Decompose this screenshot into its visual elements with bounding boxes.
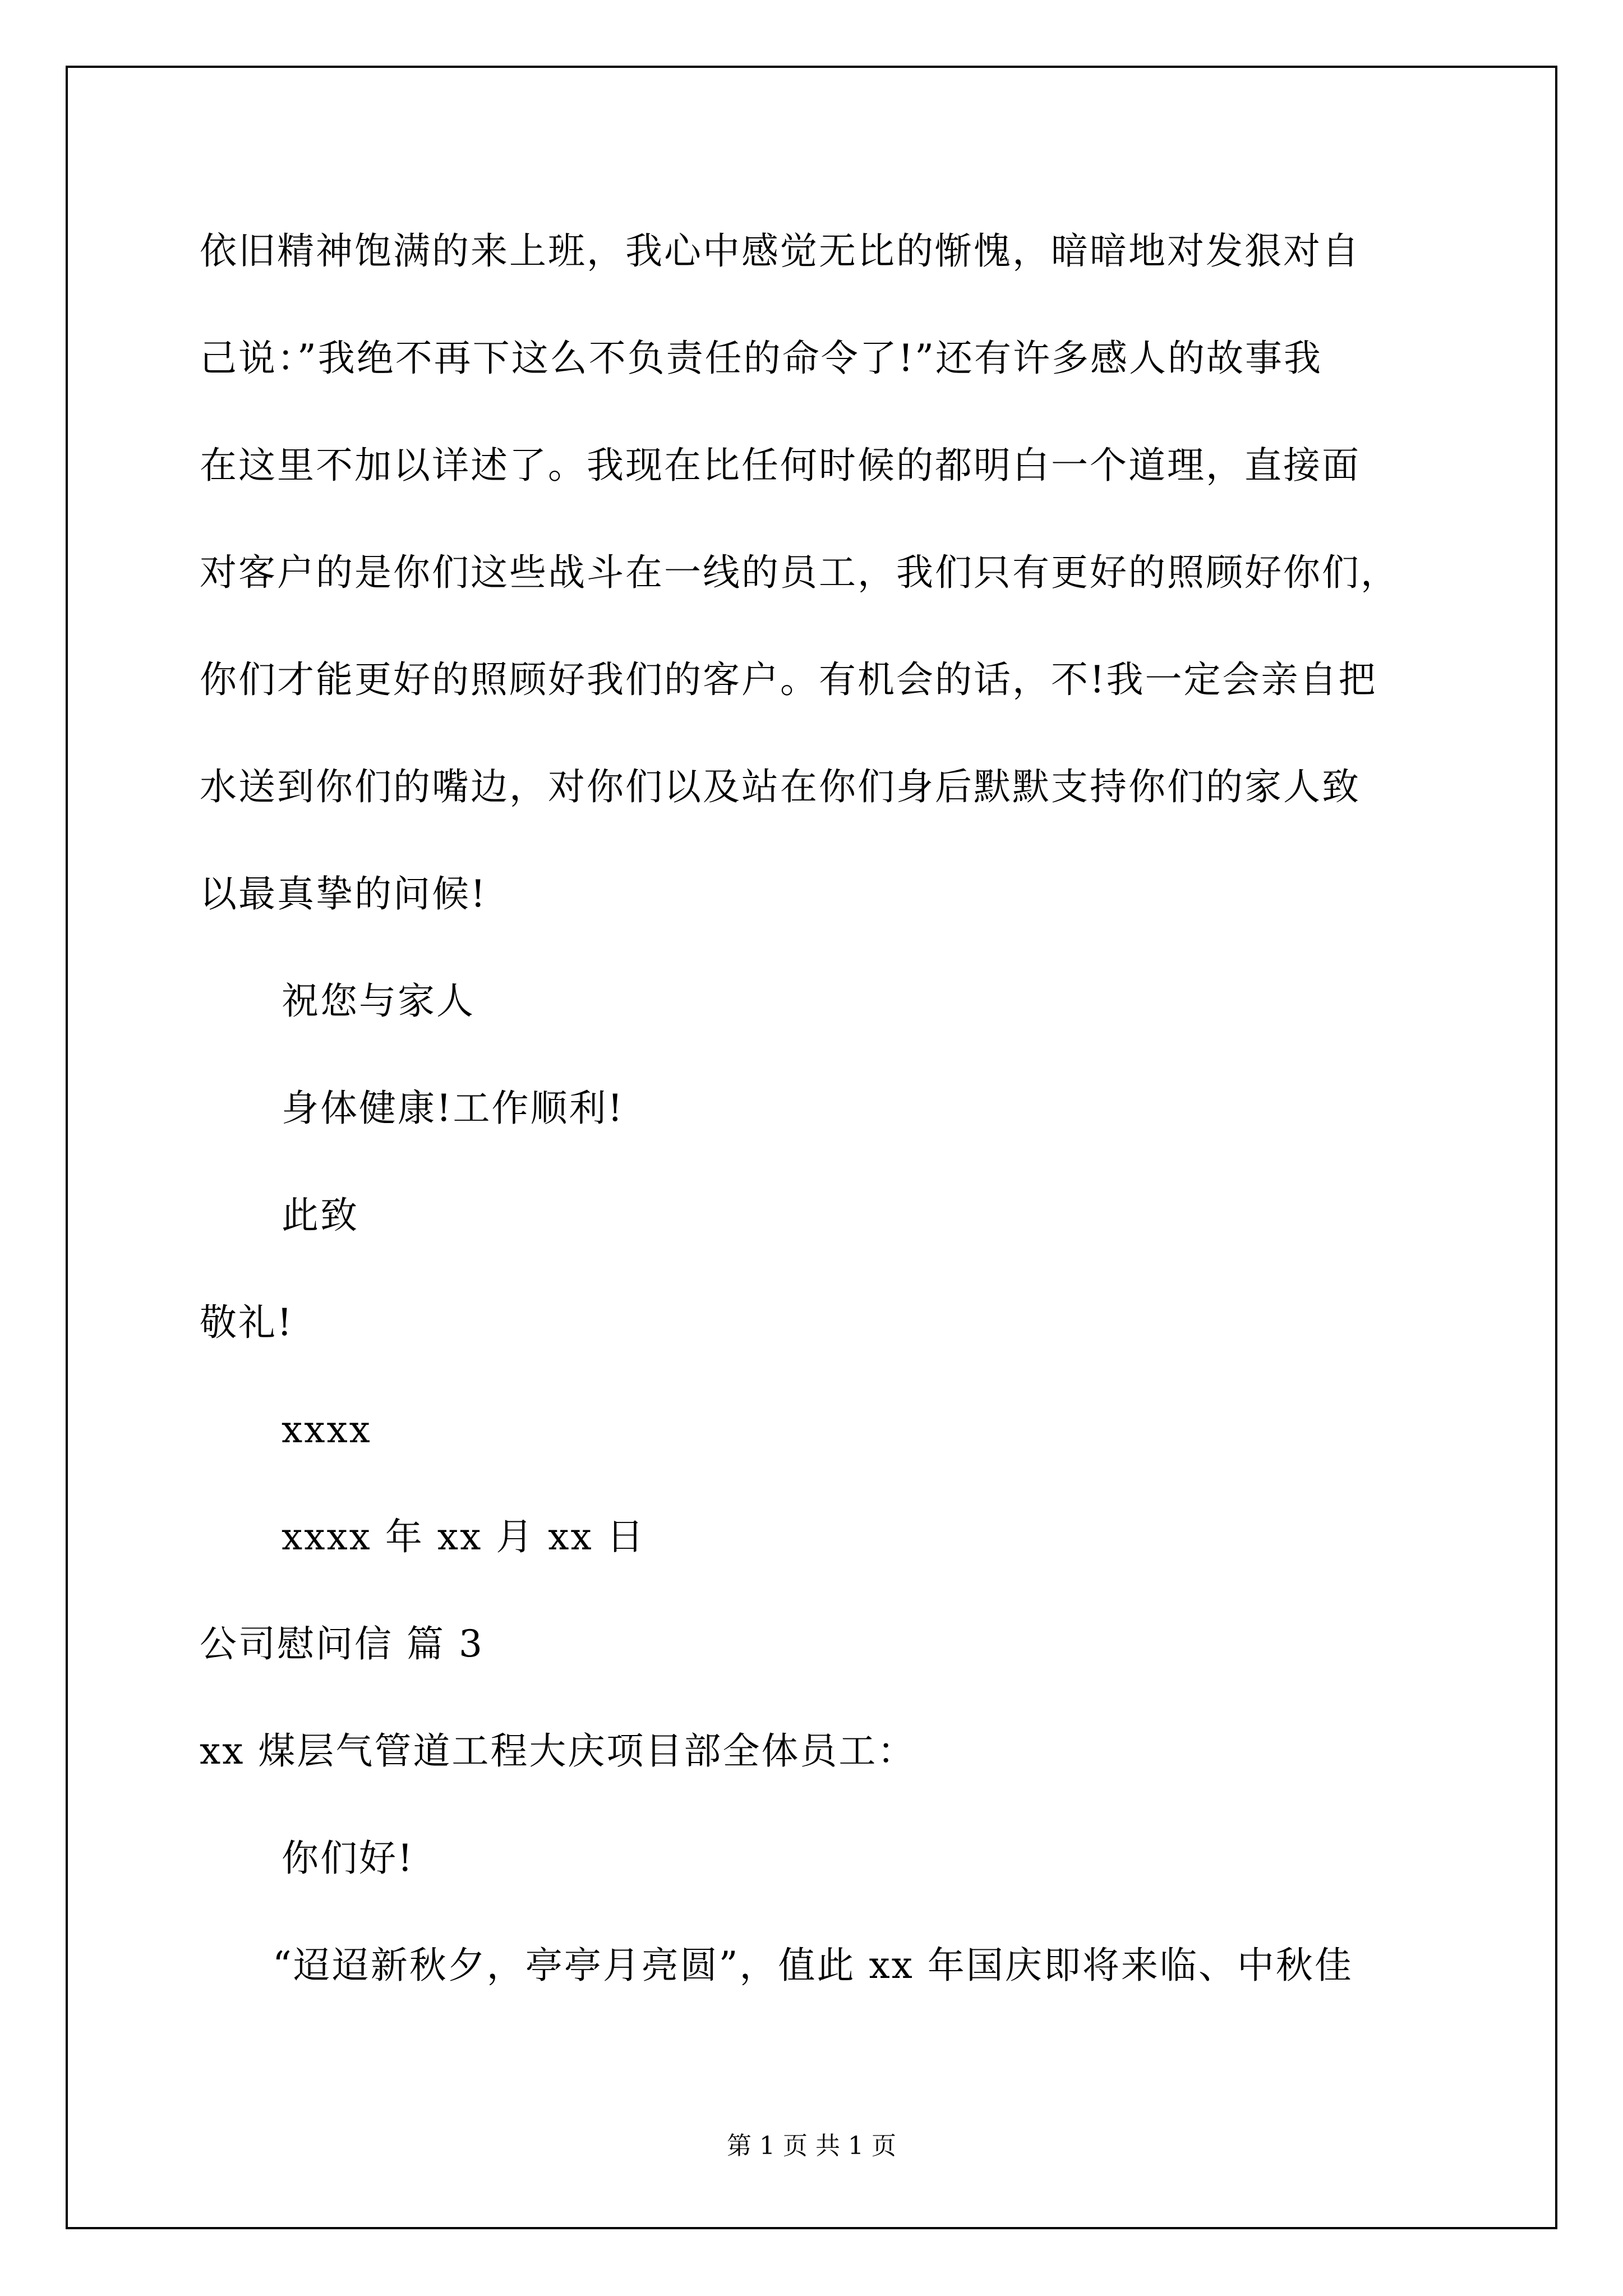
section-title: 公司慰问信 篇 3 [200, 1622, 484, 1665]
closing-line-2: 敬礼! [200, 1301, 294, 1344]
paragraph-line-6: 水送到你们的嘴边，对你们以及站在你们身后默默支持你们的家人致 [200, 765, 1361, 808]
signature: xxxx [282, 1408, 372, 1451]
paragraph-line-5: 你们才能更好的照顾好我们的客户。有机会的话，不!我一定会亲自把 [200, 658, 1377, 701]
date-line: xxxx 年 xx 月 xx 日 [282, 1515, 645, 1558]
page-border [66, 66, 1557, 2229]
paragraph-line-3: 在这里不加以详述了。我现在比任何时候的都明白一个道理，直接面 [200, 444, 1361, 487]
paragraph-line-7: 以最真挚的问候! [200, 872, 487, 915]
closing-line-1: 此致 [282, 1194, 359, 1237]
greeting-line: 你们好! [282, 1837, 414, 1880]
paragraph-line-2: 己说：”我绝不再下这么不负责任的命令了!”还有许多感人的故事我 [200, 337, 1323, 380]
paragraph-line-4: 对客户的是你们这些战斗在一线的员工，我们只有更好的照顾好你们， [200, 551, 1399, 594]
paragraph-line-1: 依旧精神饱满的来上班，我心中感觉无比的惭愧，暗暗地对发狠对自 [200, 229, 1361, 273]
recipient-line: xx 煤层气管道工程大庆项目部全体员工： [200, 1729, 916, 1773]
wish-line-1: 祝您与家人 [282, 979, 475, 1023]
wish-line-2: 身体健康!工作顺利! [282, 1087, 625, 1130]
page-footer: 第 1 页 共 1 页 [727, 2132, 896, 2160]
opening-line: “迢迢新秋夕，亭亭月亮圆”，值此 xx 年国庆即将来临、中秋佳 [273, 1944, 1353, 1987]
